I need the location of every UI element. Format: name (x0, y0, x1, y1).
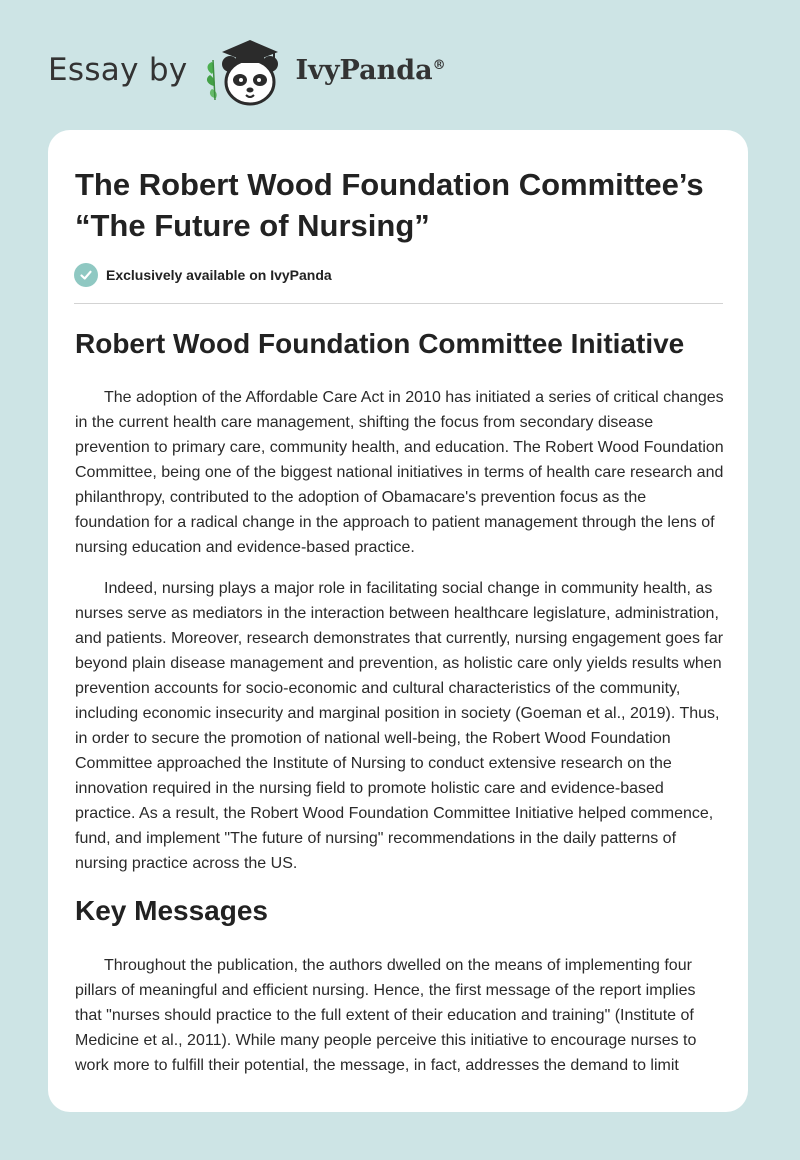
essay-card (48, 130, 748, 1112)
paragraph: Throughout the publication, the authors dwelled on the means of implementing four pillars of meaningful and efficient nursing. Hence, the first message of the report implies that "nurses should practice to the full extent of their education and training" (Institute of Medicine et al., 2011). While many people perceive this initiative to encourage nurses to work more to fulfill their potential, the message, in fact, addresses the demand to limit (75, 957, 697, 1074)
registered-mark: ® (432, 57, 446, 73)
divider (74, 303, 723, 304)
brand-header (48, 30, 446, 110)
exclusive-badge (74, 263, 332, 287)
paragraph: Indeed, nursing plays a major role in facilitating social change in community health, as nurses serve as mediators in the interaction between healthcare legislature, administration, and patients. Moreover, research demonstrates that currently, nursing engagement goes far beyond plain disease management and prevention, as holistic care only yields results when prevention accounts for socio-economic and cultural characteristics of the community, including economic insecurity and marginal position in society (Goeman et al., 2019). Thus, in order to secure the promotion of national well-being, the Robert Wood Foundation Committee approached the Institute of Nursing to conduct extensive research on the innovation required in the nursing field to promote holistic care and evidence-based practice. As a result, the Robert Wood Foundation Committee Initiative helped commence, fund, and implement "The future of nursing" recommendations in the daily patterns of nursing practice across the US. (75, 580, 724, 872)
essay-title: The Robert Wood Foundation Committee’s “The Future of Nursing” (75, 167, 704, 243)
section-heading: Key Messages (75, 895, 269, 926)
brand-prefix: Essay by (48, 52, 188, 88)
panda-logo-icon (202, 30, 292, 110)
brand-name: IvyPanda® (295, 54, 446, 86)
section-heading: Robert Wood Foundation Committee Initiative (75, 328, 685, 359)
paragraph: The adoption of the Affordable Care Act in 2010 has initiated a series of critical changes in the current health care management, shifting the focus from secondary disease prevention to primary care, community health, and education. The Robert Wood Foundation Committee, being one of the biggest national initiatives in terms of health care research and philanthropy, contributed to the adoption of Obamacare's prevention focus as the foundation for a radical change in the approach to patient management through the lens of nursing education and evidence-based practice. (75, 389, 724, 556)
badge-text: Exclusively available on IvyPanda (106, 267, 332, 283)
check-icon (74, 263, 98, 287)
